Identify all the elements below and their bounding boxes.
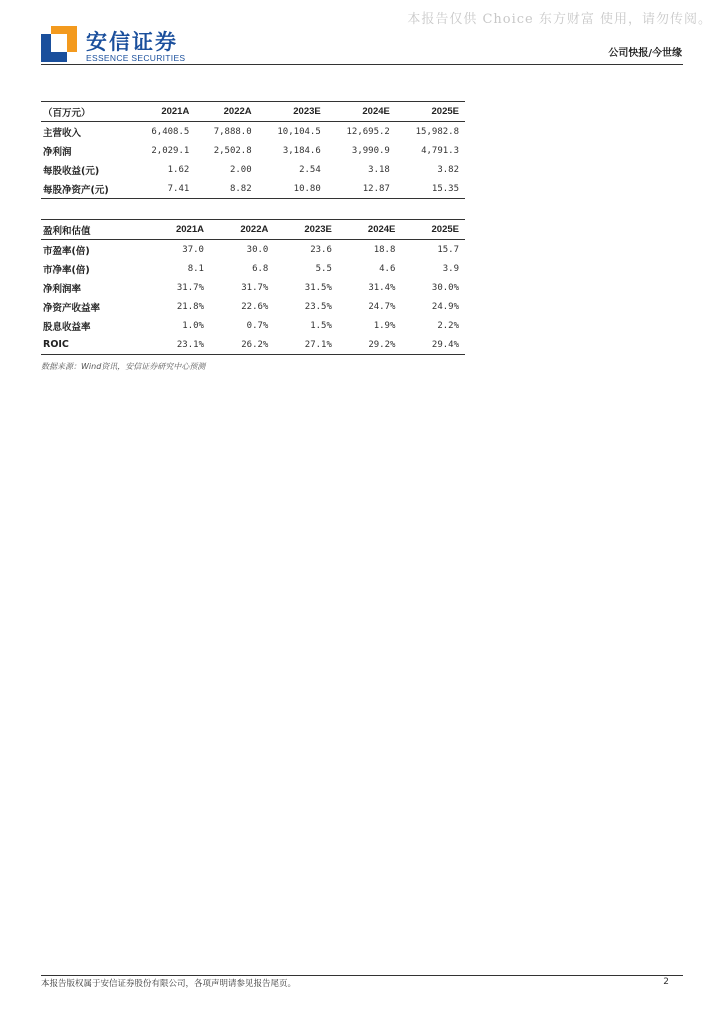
table-cell: 4,791.3 [421, 145, 459, 156]
logo-name-en: ESSENCE SECURITIES [86, 53, 186, 63]
row-label: 每股收益(元) [43, 165, 100, 177]
table-row [41, 179, 465, 199]
table-row [41, 141, 465, 160]
table-cell: 7,888.0 [213, 126, 252, 137]
table-cell: 24.9% [431, 301, 459, 312]
footer-divider [41, 975, 683, 976]
row-label: 股息收益率 [43, 321, 91, 333]
footer-disclaimer: 本报告版权属于安信证券股份有限公司，各项声明请参见报告尾页。 [41, 979, 297, 989]
table-cell: 6.8 [252, 263, 269, 274]
column-header: 2024E [367, 224, 396, 235]
table-cell: 31.5% [304, 282, 332, 293]
watermark-text: 本报告仅供 Choice 东方财富 使用，请勿传阅。 [407, 12, 712, 27]
column-header: 2022A [240, 224, 269, 235]
table-cell: 2,502.8 [213, 145, 252, 156]
table-cell: 18.8 [373, 244, 396, 255]
table-cell: 31.7% [176, 282, 204, 293]
row-label: ROIC [43, 339, 69, 350]
table-cell: 12,695.2 [346, 126, 390, 137]
column-header: 2023E [293, 106, 321, 117]
essence-logo-icon [41, 26, 77, 62]
column-header: 2023E [304, 224, 332, 235]
table-cell: 37.0 [182, 244, 204, 255]
column-header: 2021A [161, 106, 190, 117]
table-cell: 3,990.9 [351, 145, 390, 156]
table-cell: 4.6 [379, 263, 396, 274]
table-cell: 29.2% [368, 339, 396, 350]
column-header: 2025E [431, 224, 459, 235]
row-label: 每股净资产(元) [43, 184, 109, 196]
data-source-note: 数据来源：Wind资讯，安信证券研究中心预测 [41, 362, 206, 371]
table-cell: 3.82 [437, 164, 459, 175]
table-row [41, 240, 465, 260]
table-cell: 3,184.6 [282, 145, 321, 156]
column-header: 盈利和估值 [43, 225, 91, 237]
table-cell: 2.00 [229, 164, 252, 175]
table-cell: 27.1% [304, 339, 332, 350]
report-category: 公司快报/今世缘 [608, 48, 682, 59]
table-cell: 15,982.8 [415, 126, 459, 137]
table-cell: 21.8% [176, 301, 204, 312]
table-cell: 30.0% [431, 282, 459, 293]
table-cell: 31.7% [241, 282, 269, 293]
table-row [41, 278, 465, 297]
table-row [41, 335, 465, 355]
column-header: 2022A [223, 106, 252, 117]
table-cell: 5.5 [315, 263, 332, 274]
page-number: 2 [663, 977, 669, 987]
table-cell: 24.7% [368, 301, 396, 312]
table-cell: 29.4% [431, 339, 459, 350]
company-logo [41, 26, 201, 66]
table-cell: 1.9% [373, 320, 396, 331]
row-label: 主营收入 [43, 127, 82, 139]
table-cell: 23.5% [304, 301, 332, 312]
column-header: （百万元） [43, 107, 91, 119]
table-cell: 15.7 [437, 244, 459, 255]
row-label: 净利润率 [43, 283, 82, 295]
table-row [41, 297, 465, 316]
table-header-row [41, 102, 465, 122]
logo-name-cn: 安信证券 [86, 30, 178, 54]
row-label: 市净率(倍) [43, 264, 90, 276]
header-divider [41, 64, 683, 65]
table-row [41, 160, 465, 179]
table-cell: 8.1 [187, 263, 204, 274]
column-header: 2021A [175, 224, 204, 235]
table-cell: 10,104.5 [277, 126, 321, 137]
table-cell: 8.82 [229, 183, 252, 194]
table-cell: 23.6 [310, 244, 332, 255]
financial-summary-table [41, 101, 465, 199]
table-row [41, 316, 465, 335]
table-cell: 15.35 [431, 183, 459, 194]
table-cell: 30.0 [246, 244, 269, 255]
row-label: 净利润 [43, 146, 72, 158]
row-label: 市盈率(倍) [43, 245, 90, 257]
valuation-table [41, 219, 465, 355]
table-header-row [41, 220, 465, 240]
table-cell: 1.62 [167, 164, 190, 175]
table-cell: 26.2% [241, 339, 269, 350]
table-cell: 23.1% [176, 339, 204, 350]
table-cell: 1.0% [182, 320, 204, 331]
table-cell: 2.2% [437, 320, 459, 331]
table-cell: 7.41 [167, 183, 190, 194]
table-row [41, 259, 465, 278]
column-header: 2025E [431, 106, 459, 117]
table-row [41, 122, 465, 142]
table-cell: 3.9 [442, 263, 459, 274]
table-cell: 2,029.1 [151, 145, 190, 156]
table-cell: 0.7% [246, 320, 269, 331]
table-cell: 22.6% [241, 301, 269, 312]
column-header: 2024E [362, 106, 390, 117]
row-label: 净资产收益率 [43, 302, 101, 314]
table-cell: 1.5% [310, 320, 332, 331]
table-cell: 31.4% [368, 282, 396, 293]
table-cell: 6,408.5 [151, 126, 190, 137]
table-cell: 12.87 [362, 183, 390, 194]
table-cell: 2.54 [299, 164, 321, 175]
table-cell: 10.80 [293, 183, 321, 194]
table-cell: 3.18 [368, 164, 390, 175]
